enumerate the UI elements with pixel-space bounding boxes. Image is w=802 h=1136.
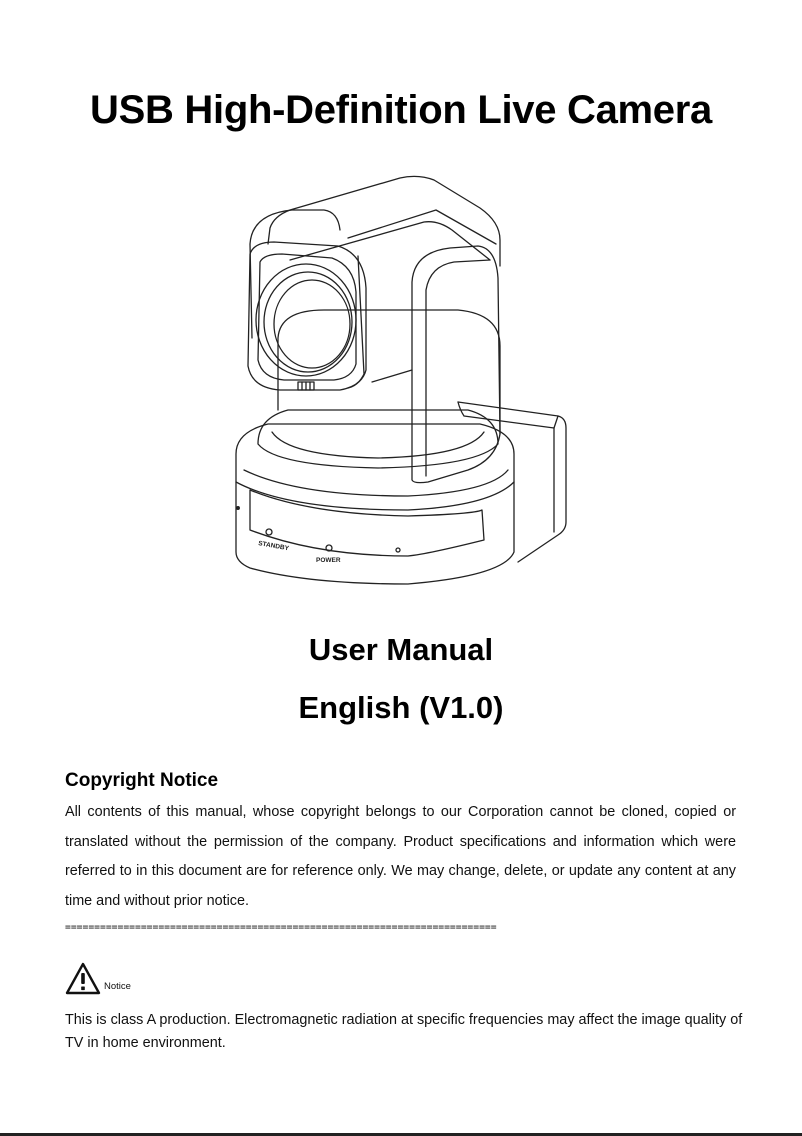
- notice-body: This is class A production. Electromagnetic radiation at specific frequencies may affect the image quality of TV in home environment.: [65, 1012, 743, 1051]
- warning-triangle-icon: [65, 962, 101, 996]
- copyright-body: All contents of this manual, whose copyright belongs to our Corporation cannot be cloned, copied or translated without the permission of the company. Product specifications and information which were referred to in this document are for reference only. We may change, delete, or update any content at any time and without prior notice.: [65, 804, 736, 909]
- subtitle-user-manual: User Manual: [308, 632, 494, 667]
- standby-label: STANDBY: [257, 540, 290, 553]
- subtitle-language-version: English (V1.0): [298, 690, 504, 725]
- copyright-heading: Copyright Notice: [65, 770, 219, 791]
- standby-indicator: [266, 529, 272, 535]
- camera-illustration: [228, 170, 576, 592]
- notice-block: [65, 960, 131, 996]
- document-title: USB High-Definition Live Camera: [90, 88, 712, 132]
- power-label: POWER: [316, 557, 341, 564]
- section-separator: ==========================================================================: [65, 922, 497, 933]
- notice-label: Notice: [104, 981, 131, 992]
